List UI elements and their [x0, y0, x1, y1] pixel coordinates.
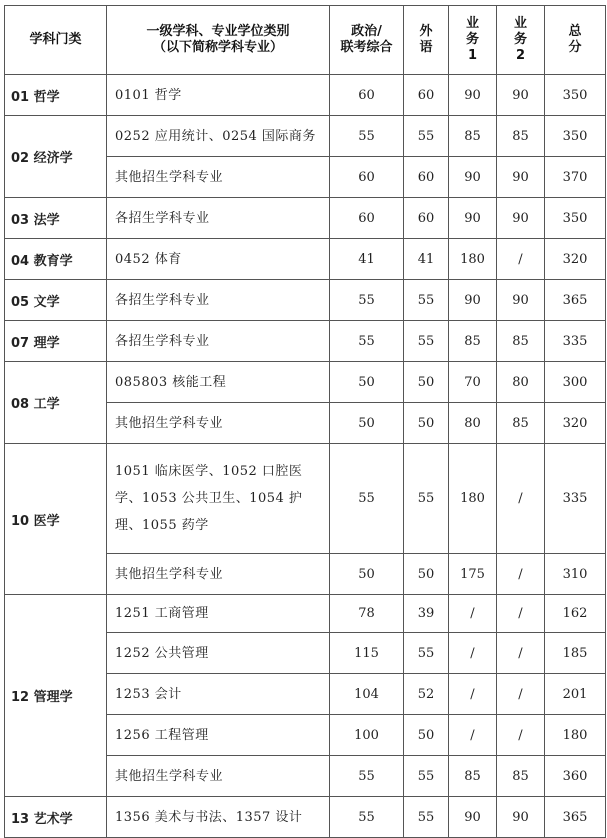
header-major-line2: （以下简称学科专业） — [152, 40, 283, 55]
total-score-cell: 350 — [545, 116, 606, 157]
header-subject1-char: 务 — [465, 32, 479, 47]
subject1-score-cell: 85 — [449, 116, 497, 157]
subject2-score-cell: / — [497, 674, 545, 715]
major-cell: 各招生学科专业 — [107, 198, 330, 239]
total-score-cell: 180 — [545, 715, 606, 756]
subject1-score-cell: / — [449, 633, 497, 674]
subject1-score-cell: 90 — [449, 157, 497, 198]
major-cell: 1256 工程管理 — [107, 715, 330, 756]
subject2-score-cell: 80 — [497, 362, 545, 403]
header-row — [5, 6, 606, 75]
major-cell: 0452 体育 — [107, 239, 330, 280]
subject2-score-cell: 90 — [497, 797, 545, 838]
major-cell: 085803 核能工程 — [107, 362, 330, 403]
category-cell: 08 工学 — [5, 362, 107, 444]
subject1-score-cell: 180 — [449, 444, 497, 554]
total-score-cell: 185 — [545, 633, 606, 674]
total-score-cell: 320 — [545, 239, 606, 280]
subject1-score-cell: 180 — [449, 239, 497, 280]
subject1-score-cell: / — [449, 674, 497, 715]
foreign-score-cell: 55 — [404, 321, 449, 362]
subject1-score-cell: 90 — [449, 280, 497, 321]
foreign-score-cell: 60 — [404, 75, 449, 116]
total-score-cell: 365 — [545, 280, 606, 321]
major-cell: 0101 哲学 — [107, 75, 330, 116]
header-subject1 — [449, 6, 497, 75]
politics-score-cell: 41 — [330, 239, 404, 280]
foreign-score-cell: 50 — [404, 554, 449, 595]
subject1-score-cell: / — [449, 595, 497, 633]
politics-score-cell: 104 — [330, 674, 404, 715]
category-cell: 07 理学 — [5, 321, 107, 362]
header-subject1-char: 业 — [465, 16, 479, 31]
politics-score-cell: 50 — [330, 554, 404, 595]
header-politics-line1: 政治/ — [351, 24, 382, 39]
subject2-score-cell: / — [497, 715, 545, 756]
header-subject2 — [497, 6, 545, 75]
subject1-score-cell: 70 — [449, 362, 497, 403]
major-cell: 1051 临床医学、1052 口腔医学、1053 公共卫生、1054 护理、1055 药学 — [107, 444, 330, 554]
foreign-score-cell: 55 — [404, 116, 449, 157]
subject2-score-cell: 90 — [497, 75, 545, 116]
header-total-line2: 分 — [568, 40, 582, 55]
subject2-score-cell: 85 — [497, 756, 545, 797]
foreign-score-cell: 50 — [404, 403, 449, 444]
total-score-cell: 201 — [545, 674, 606, 715]
politics-score-cell: 55 — [330, 797, 404, 838]
table-row — [5, 444, 606, 554]
subject1-score-cell: 85 — [449, 756, 497, 797]
header-category: 学科门类 — [5, 6, 107, 75]
table-row — [5, 116, 606, 157]
total-score-cell: 365 — [545, 797, 606, 838]
table-row — [5, 797, 606, 838]
table-row — [5, 75, 606, 116]
subject2-score-cell: / — [497, 633, 545, 674]
politics-score-cell: 50 — [330, 403, 404, 444]
score-table — [4, 5, 606, 838]
subject1-score-cell: 90 — [449, 75, 497, 116]
foreign-score-cell: 55 — [404, 756, 449, 797]
subject2-score-cell: / — [497, 595, 545, 633]
politics-score-cell: 78 — [330, 595, 404, 633]
table-row — [5, 595, 606, 633]
subject1-score-cell: 80 — [449, 403, 497, 444]
table-row — [5, 280, 606, 321]
foreign-score-cell: 50 — [404, 362, 449, 403]
score-table-body — [5, 75, 606, 838]
header-politics-line2: 联考综合 — [340, 40, 393, 55]
politics-score-cell: 60 — [330, 75, 404, 116]
total-score-cell: 300 — [545, 362, 606, 403]
table-row — [5, 198, 606, 239]
category-cell: 04 教育学 — [5, 239, 107, 280]
header-subject2-char: 务 — [513, 32, 527, 47]
major-cell: 其他招生学科专业 — [107, 756, 330, 797]
header-foreign — [404, 6, 449, 75]
politics-score-cell: 60 — [330, 157, 404, 198]
subject2-score-cell: 85 — [497, 116, 545, 157]
header-subject2-char: 业 — [513, 16, 527, 31]
major-cell: 1252 公共管理 — [107, 633, 330, 674]
major-cell: 1251 工商管理 — [107, 595, 330, 633]
politics-score-cell: 55 — [330, 280, 404, 321]
foreign-score-cell: 39 — [404, 595, 449, 633]
total-score-cell: 310 — [545, 554, 606, 595]
table-row — [5, 239, 606, 280]
major-cell: 1253 会计 — [107, 674, 330, 715]
total-score-cell: 335 — [545, 444, 606, 554]
table-row — [5, 321, 606, 362]
subject2-score-cell: / — [497, 239, 545, 280]
total-score-cell: 350 — [545, 198, 606, 239]
category-cell: 02 经济学 — [5, 116, 107, 198]
foreign-score-cell: 60 — [404, 198, 449, 239]
politics-score-cell: 50 — [330, 362, 404, 403]
category-cell: 03 法学 — [5, 198, 107, 239]
header-foreign-line1: 外 — [419, 24, 433, 39]
foreign-score-cell: 55 — [404, 797, 449, 838]
politics-score-cell: 55 — [330, 321, 404, 362]
subject1-score-cell: 90 — [449, 198, 497, 239]
foreign-score-cell: 55 — [404, 633, 449, 674]
foreign-score-cell: 50 — [404, 715, 449, 756]
politics-score-cell: 55 — [330, 444, 404, 554]
subject2-score-cell: / — [497, 444, 545, 554]
subject1-score-cell: 175 — [449, 554, 497, 595]
subject1-score-cell: / — [449, 715, 497, 756]
major-cell: 各招生学科专业 — [107, 321, 330, 362]
foreign-score-cell: 41 — [404, 239, 449, 280]
politics-score-cell: 55 — [330, 116, 404, 157]
politics-score-cell: 60 — [330, 198, 404, 239]
subject2-score-cell: 90 — [497, 280, 545, 321]
subject2-score-cell: 85 — [497, 321, 545, 362]
total-score-cell: 360 — [545, 756, 606, 797]
category-cell: 13 艺术学 — [5, 797, 107, 838]
total-score-cell: 370 — [545, 157, 606, 198]
major-cell: 0252 应用统计、0254 国际商务 — [107, 116, 330, 157]
table-row — [5, 362, 606, 403]
subject1-score-cell: 85 — [449, 321, 497, 362]
subject2-score-cell: 90 — [497, 198, 545, 239]
header-subject1-char: 1 — [467, 48, 478, 63]
category-cell: 01 哲学 — [5, 75, 107, 116]
foreign-score-cell: 60 — [404, 157, 449, 198]
foreign-score-cell: 55 — [404, 280, 449, 321]
major-cell: 各招生学科专业 — [107, 280, 330, 321]
total-score-cell: 320 — [545, 403, 606, 444]
total-score-cell: 335 — [545, 321, 606, 362]
major-cell: 1356 美术与书法、1357 设计 — [107, 797, 330, 838]
foreign-score-cell: 55 — [404, 444, 449, 554]
category-cell: 10 医学 — [5, 444, 107, 595]
politics-score-cell: 100 — [330, 715, 404, 756]
politics-score-cell: 115 — [330, 633, 404, 674]
header-politics — [330, 6, 404, 75]
major-cell: 其他招生学科专业 — [107, 157, 330, 198]
subject2-score-cell: 85 — [497, 403, 545, 444]
category-cell: 12 管理学 — [5, 595, 107, 797]
subject2-score-cell: 90 — [497, 157, 545, 198]
header-total-line1: 总 — [568, 24, 582, 39]
header-total — [545, 6, 606, 75]
total-score-cell: 350 — [545, 75, 606, 116]
major-cell: 其他招生学科专业 — [107, 403, 330, 444]
foreign-score-cell: 52 — [404, 674, 449, 715]
politics-score-cell: 55 — [330, 756, 404, 797]
header-subject2-char: 2 — [515, 48, 526, 63]
subject1-score-cell: 90 — [449, 797, 497, 838]
subject2-score-cell: / — [497, 554, 545, 595]
header-major — [107, 6, 330, 75]
category-cell: 05 文学 — [5, 280, 107, 321]
header-foreign-line2: 语 — [419, 40, 433, 55]
major-cell: 其他招生学科专业 — [107, 554, 330, 595]
total-score-cell: 162 — [545, 595, 606, 633]
header-major-line1: 一级学科、专业学位类别 — [146, 24, 290, 39]
